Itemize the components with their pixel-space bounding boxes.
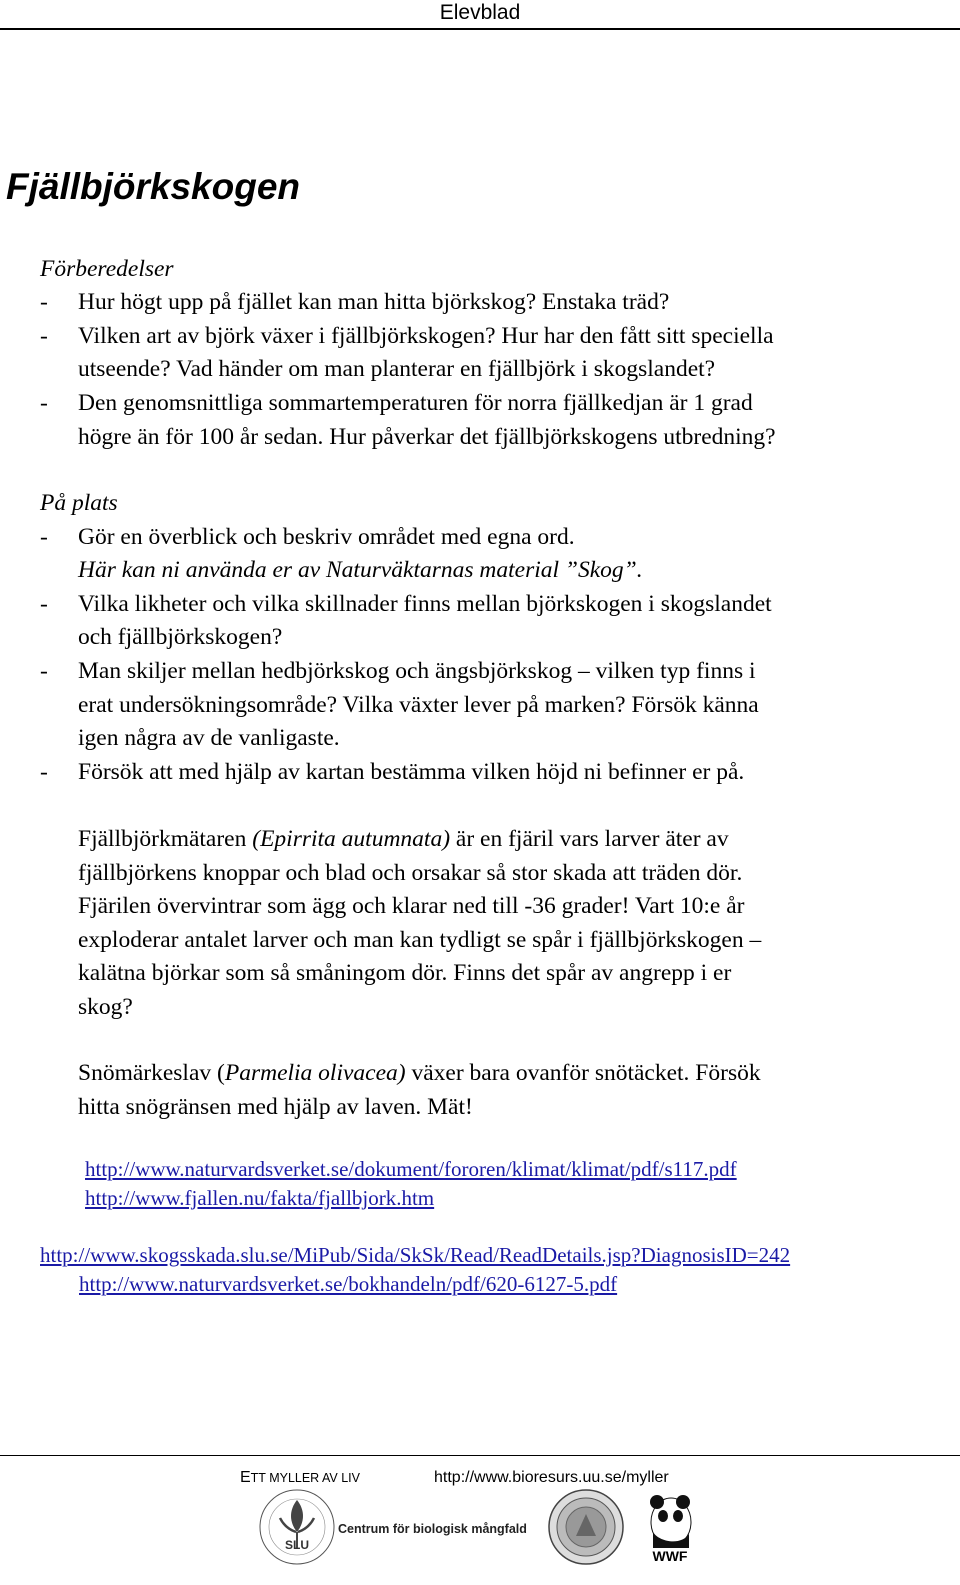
list-item-continuation: erat undersökningsområde? Vilka växter lever på marken? Försök känna <box>78 692 759 718</box>
paragraph-line: Fjärilen övervintrar som ägg och klarar ned till -36 grader! Vart 10:e år <box>78 893 745 919</box>
list-item: - Den genomsnittliga sommartemperaturen för norra fjällkedjan är 1 grad <box>40 386 753 420</box>
document-title: Fjällbjörkskogen <box>6 166 301 207</box>
link-fjallen-fjallbjork[interactable]: http://www.fjallen.nu/fakta/fjallbjork.htm <box>85 1186 435 1210</box>
header-rule <box>0 28 960 30</box>
slu-logo <box>258 1488 336 1566</box>
list-item: - Man skiljer mellan hedbjörkskog och ängsbjörkskog – vilken typ finns i <box>40 654 756 688</box>
list-dash: - <box>40 524 48 550</box>
slu-text: SLU <box>285 1538 309 1552</box>
list-item-continuation: högre än för 100 år sedan. Hur påverkar det fjällbjörkskogens utbredning? <box>78 424 776 450</box>
paragraph-snomarkeslav-line: Snömärkeslav (Parmelia olivacea) växer bara ovanför snötäcket. Försök <box>78 1060 761 1086</box>
paragraph-line: skog? <box>78 994 133 1020</box>
panda-icon <box>645 1492 695 1548</box>
section-heading-pa-plats: På plats <box>40 490 118 516</box>
link-naturvardsverket-klimat[interactable]: http://www.naturvardsverket.se/dokument/fororen/klimat/klimat/pdf/s117.pdf <box>85 1157 737 1181</box>
list-dash: - <box>40 759 48 785</box>
list-item: - Hur högt upp på fjället kan man hitta björkskog? Enstaka träd? <box>40 285 669 319</box>
wwf-logo <box>645 1492 695 1566</box>
section-heading-forberedelser: Förberedelser <box>40 256 174 282</box>
list-item: - Vilka likheter och vilka skillnader finns mellan björkskogen i skogslandet <box>40 587 772 621</box>
list-item-continuation: igen några av de vanligaste. <box>78 725 340 751</box>
list-item-note: Här kan ni använda er av Naturväktarnas material ”Skog”. <box>78 557 643 583</box>
list-dash: - <box>40 658 48 684</box>
list-item-continuation: utseende? Vad händer om man planterar en fjällbjörk i skogslandet? <box>78 356 716 382</box>
wwf-text: WWF <box>652 1548 688 1564</box>
latin-name: Parmelia olivacea) <box>224 1060 406 1086</box>
list-item: - Gör en överblick och beskriv området med egna ord. <box>40 520 575 554</box>
link-naturvardsverket-bokhandeln[interactable]: http://www.naturvardsverket.se/bokhandeln/pdf/620-6127-5.pdf <box>79 1272 618 1296</box>
paragraph-line: kalätna björkar som så småningom dör. Finns det spår av angrepp i er <box>78 960 732 986</box>
paragraph-line: fjällbjörkens knoppar och blad och orsakar så stor skada att träden dör. <box>78 860 743 886</box>
list-dash: - <box>40 323 48 349</box>
list-dash: - <box>40 289 48 315</box>
slu-emblem <box>258 1488 336 1566</box>
university-seal <box>547 1488 625 1566</box>
list-item-continuation: och fjällbjörkskogen? <box>78 624 283 650</box>
footer-url: http://www.bioresurs.uu.se/myller <box>434 1469 669 1486</box>
link-skogsskada-slu[interactable]: http://www.skogsskada.slu.se/MiPub/Sida/SkSk/Read/ReadDetails.jsp?DiagnosisID=242 <box>40 1243 791 1267</box>
list-dash: - <box>40 591 48 617</box>
footer-series: ETT MYLLER AV LIV <box>240 1469 360 1486</box>
paragraph-line: hitta snögränsen med hjälp av laven. Mät! <box>78 1094 473 1120</box>
list-item: - Försök att med hjälp av kartan bestämma vilken höjd ni befinner er på. <box>40 755 744 789</box>
seal-icon <box>547 1488 625 1566</box>
list-item: - Vilken art av björk växer i fjällbjörkskogen? Hur har den fått sitt speciella <box>40 319 774 353</box>
cbm-text: Centrum för biologisk mångfald <box>338 1522 527 1536</box>
footer-rule <box>0 1455 960 1456</box>
page-header: Elevblad <box>439 1 521 24</box>
paragraph-line: exploderar antalet larver och man kan tydligt se spår i fjällbjörkskogen – <box>78 927 762 953</box>
paragraph-fjallbjorkmataren-line: Fjällbjörkmätaren (Epirrita autumnata) är en fjäril vars larver äter av <box>78 826 729 852</box>
latin-name: (Epirrita autumnata) <box>252 826 451 852</box>
list-dash: - <box>40 390 48 416</box>
